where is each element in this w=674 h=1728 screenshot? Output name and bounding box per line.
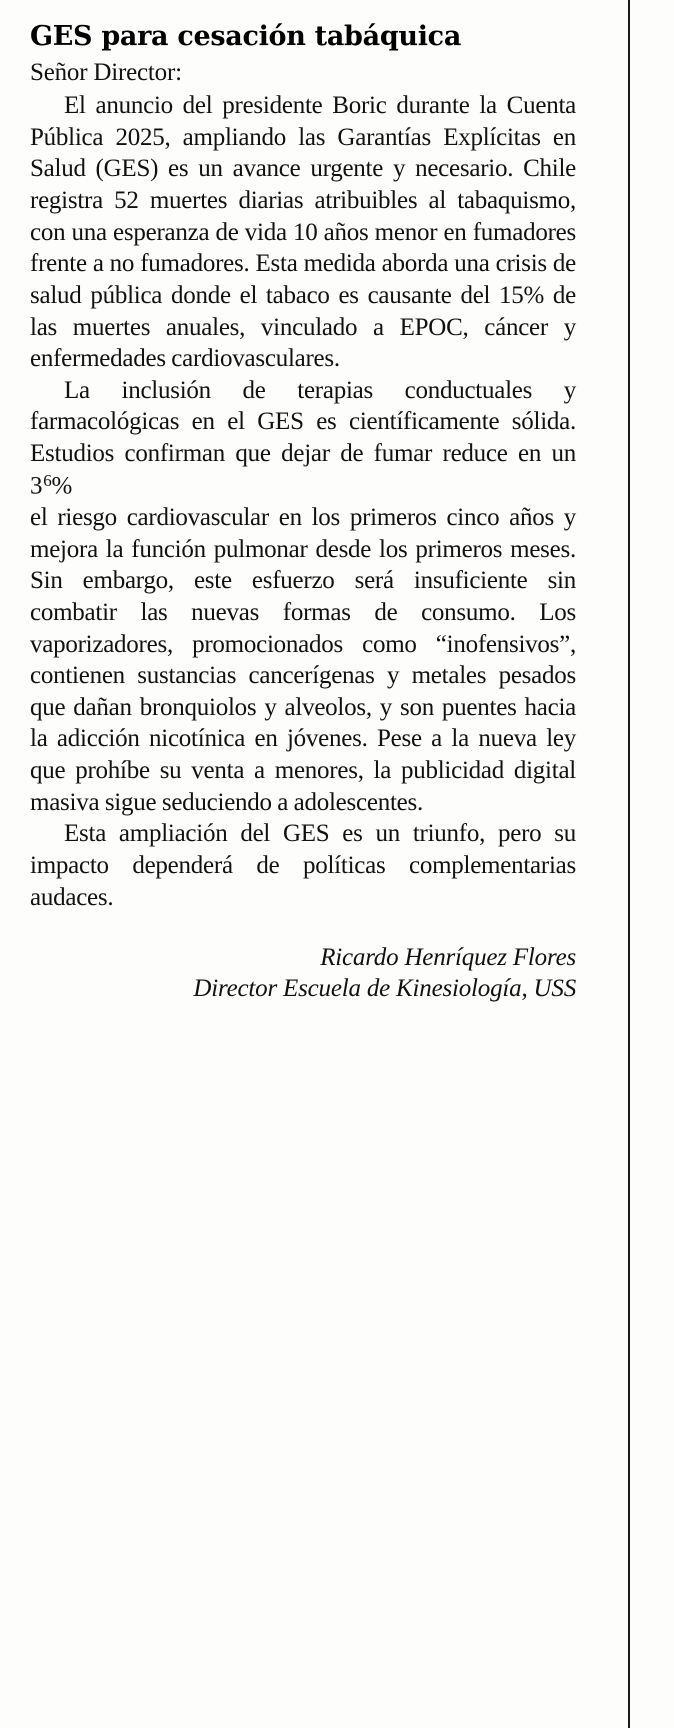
signature-author: Ricardo Henríquez Flores bbox=[320, 944, 576, 972]
article-paragraph-3: el riesgo cardiovascular en los primeros cinco años y mejora la función pulmonar desde los primeros meses. Sin embargo, este esfuerzo será insuficiente sin combatir las nuevas formas de consumo. Los vaporizadores, promocionados como “inofensivos”, contienen sustancias cancerígenas y metales pesados que dañan bronquiolos y alveolos, y son puentes hacia la adicción nicotínica en jóvenes. Pese a la nueva ley que prohíbe su venta a menores, la publicidad digital masiva sigue seduciendo a adolescentes. bbox=[30, 504, 576, 816]
percent-symbol: % bbox=[51, 472, 73, 500]
column-divider-rule bbox=[628, 0, 630, 1728]
signature-role: Director Escuela de Kinesiología, USS bbox=[193, 974, 576, 1002]
letter-to-editor-article bbox=[30, 22, 576, 1004]
article-paragraph-2-text: La inclusión de terapias conductuales y farmacológicas en el GES es científicamente sólida. Estudios confirman que dejar de fumar reduce en un 3 bbox=[30, 376, 576, 500]
article-paragraph-2 bbox=[30, 375, 576, 502]
article-headline: GES para cesación tabáquica bbox=[30, 21, 462, 52]
superscript-six: 6 bbox=[43, 470, 52, 490]
article-paragraph-1: El anuncio del presidente Boric durante la Cuenta Pública 2025, ampliando las Garantías Explícitas en Salud (GES) es un avance urgente y necesario. Chile registra 52 muertes diarias atribuibles al tabaquismo, con una esperanza de vida 10 años menor en fumadores frente a no fumadores. Esta medida aborda una crisis de salud pública donde el tabaco es causante del 15% de las muertes anuales, vinculado a EPOC, cáncer y enfermedades cardiovasculares. bbox=[30, 92, 576, 373]
article-salutation: Señor Director: bbox=[30, 59, 182, 87]
article-paragraph-4: Esta ampliación del GES es un triunfo, pero su impacto dependerá de políticas complementarias audaces. bbox=[30, 820, 576, 911]
article-signature bbox=[30, 943, 576, 1004]
